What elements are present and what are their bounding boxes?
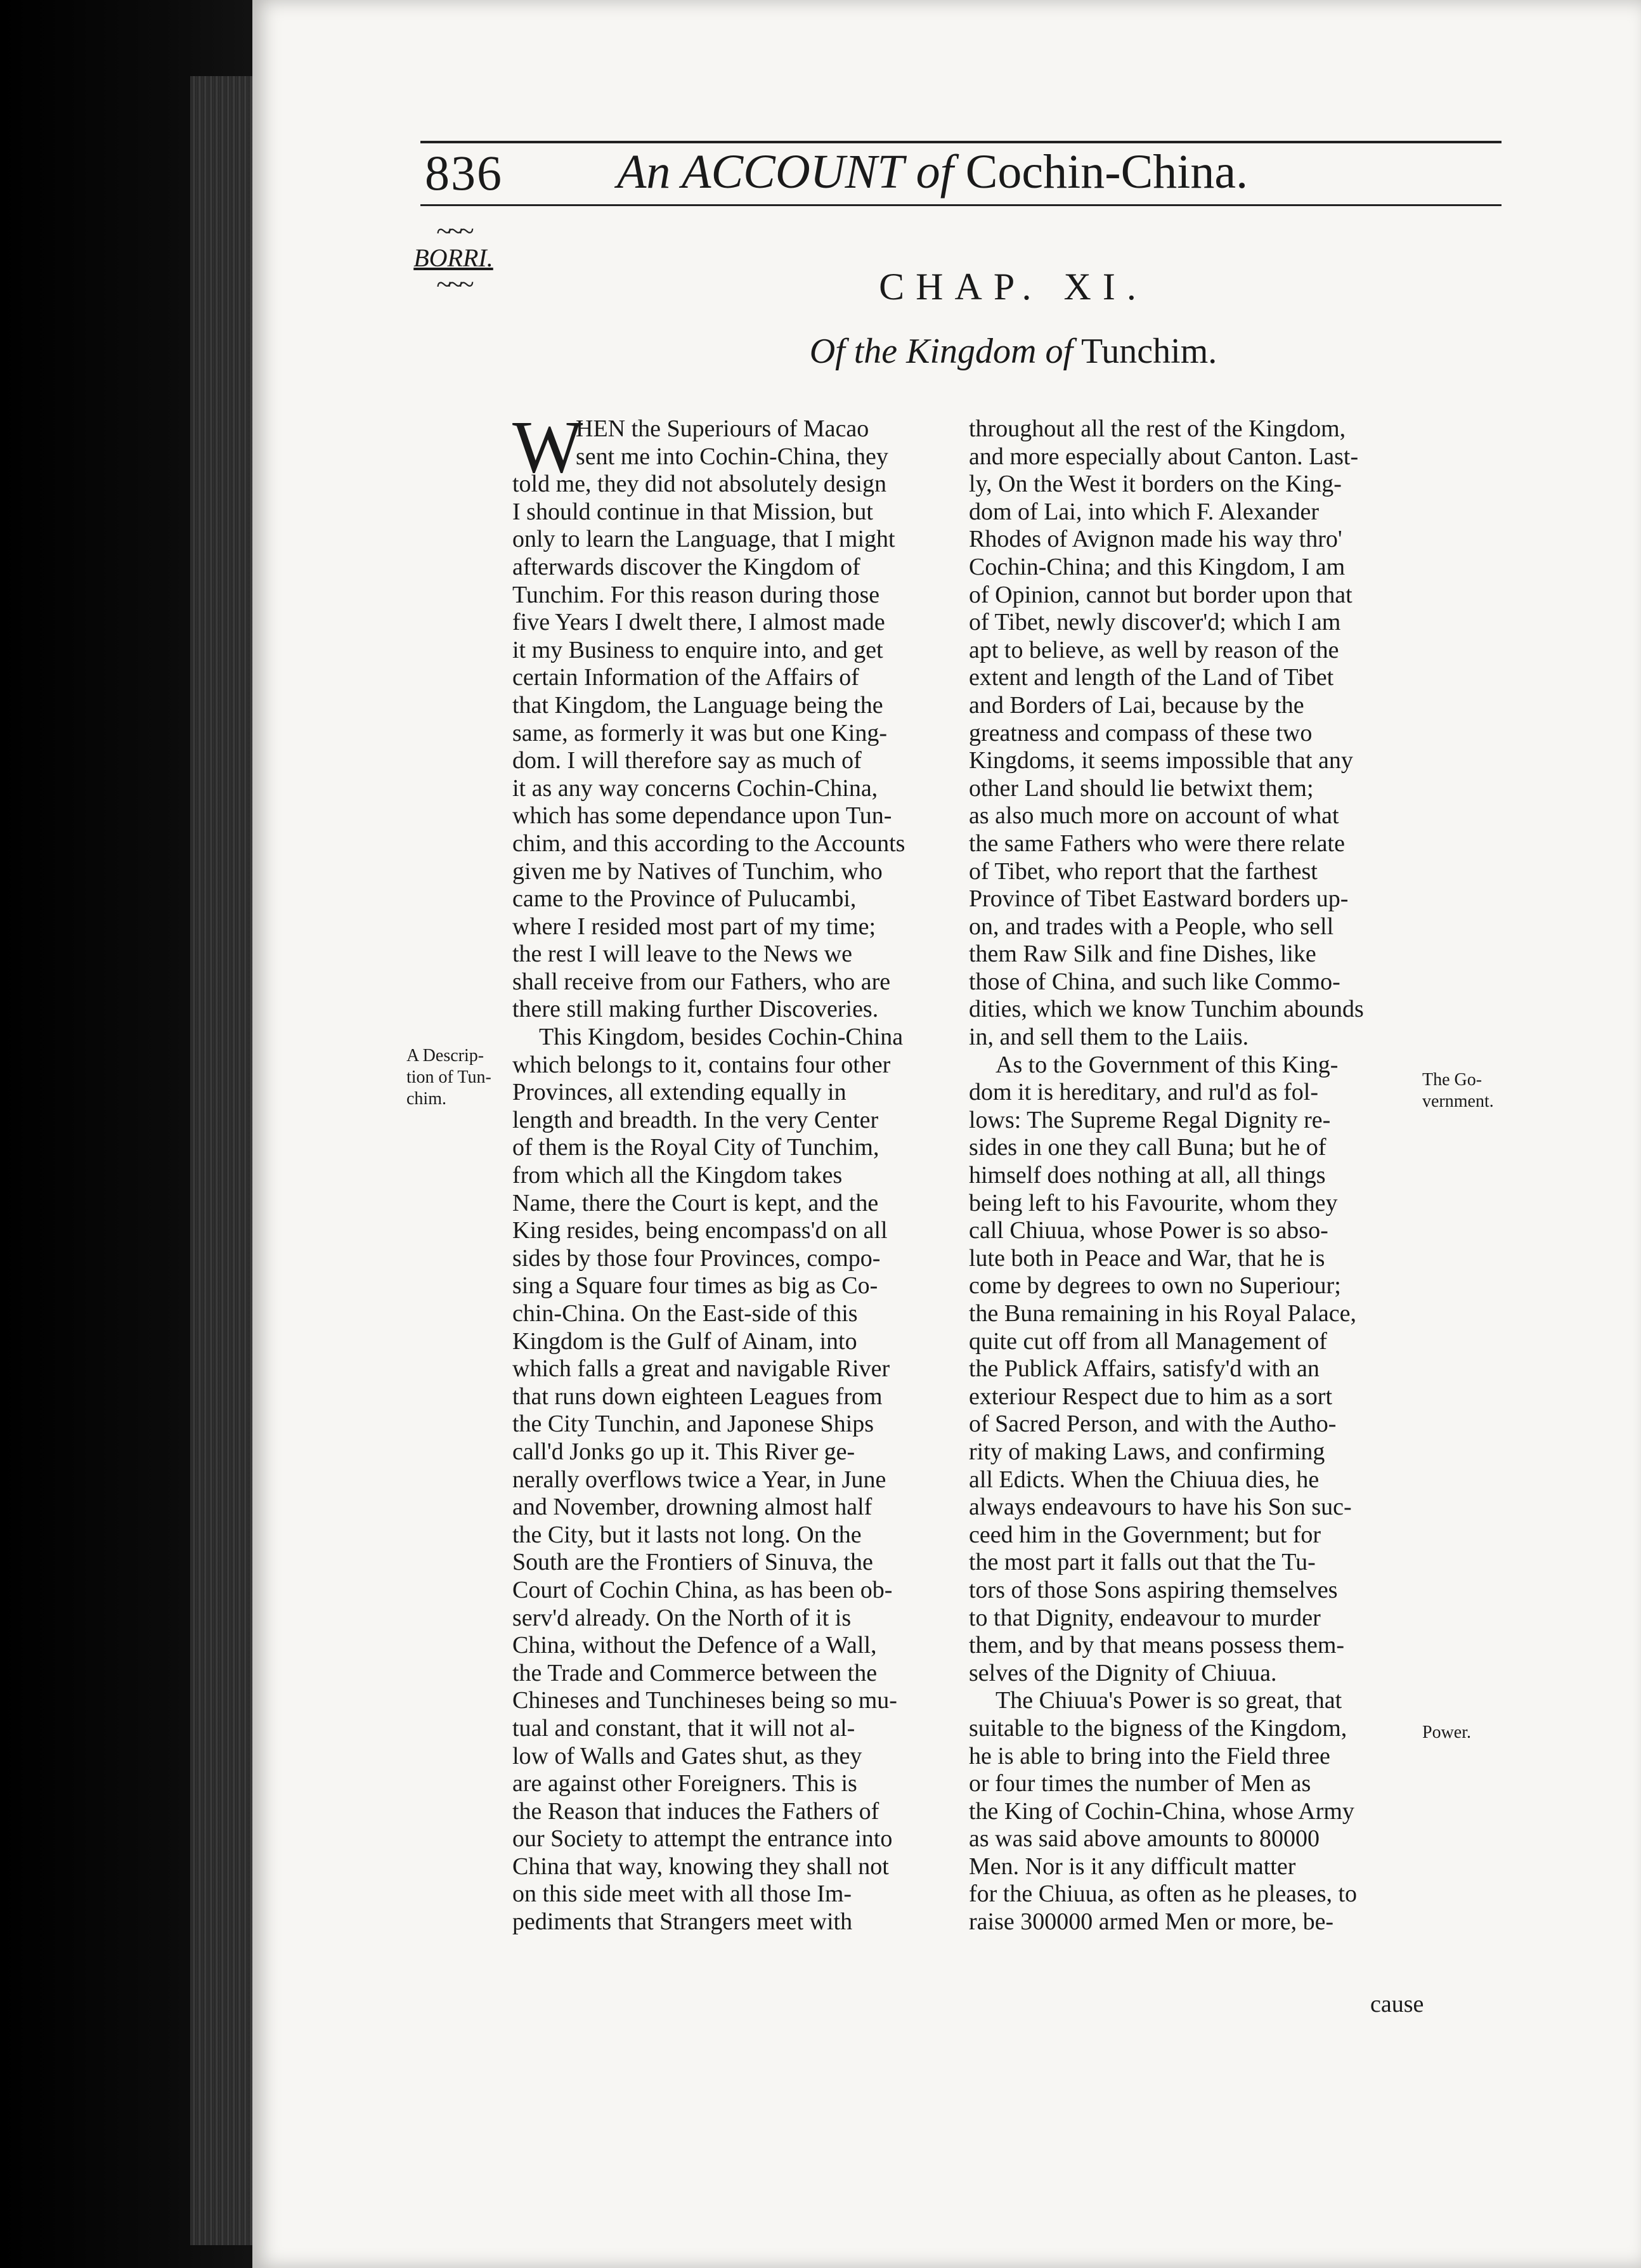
page-number: 836 — [425, 145, 503, 200]
text-line: Men. Nor is it any difficult matter — [969, 1853, 1296, 1880]
text-line: there still making further Discoveries. — [512, 996, 879, 1023]
text-line: of them is the Royal City of Tunchim, — [512, 1134, 879, 1161]
text-line: extent and length of the Land of Tibet — [969, 664, 1334, 691]
running-head-part-b: Cochin-China. — [965, 145, 1249, 199]
text-line: sing a Square four times as big as Co- — [512, 1272, 878, 1300]
text-line: King resides, being encompass'd on all — [512, 1217, 888, 1244]
text-line: as also much more on account of what — [969, 802, 1339, 830]
text-line: China that way, knowing they shall not — [512, 1853, 889, 1880]
text-line: selves of the Dignity of Chiuua. — [969, 1659, 1277, 1686]
text-line: raise 300000 armed Men or more, be- — [969, 1908, 1334, 1936]
text-line: it my Business to enquire into, and get — [512, 636, 883, 663]
text-line: for the Chiuua, as often as he pleases, to — [969, 1880, 1358, 1908]
text-line: of Sacred Person, and with the Autho- — [969, 1411, 1337, 1438]
text-line: the rest I will leave to the News we — [512, 941, 853, 968]
text-line: are against other Foreigners. This is — [512, 1770, 857, 1797]
text-line: apt to believe, as well by reason of the — [969, 636, 1339, 663]
text-line: low of Walls and Gates shut, as they — [512, 1742, 862, 1769]
text-line: of Tibet, newly discover'd; which I am — [969, 609, 1341, 636]
text-line: in, and sell them to the Laiis. — [969, 1024, 1249, 1051]
text-line: Kingdom is the Gulf of Ainam, into — [512, 1327, 857, 1355]
ornament-wave-top: ~~~ — [436, 216, 470, 247]
drop-cap: W — [512, 405, 583, 488]
text-line: serv'd already. On the North of it is — [512, 1604, 852, 1631]
text-line: told me, they did not absolutely design — [512, 471, 886, 498]
author-tag — [406, 216, 501, 300]
text-line: afterwards discover the Kingdom of — [512, 553, 860, 580]
margin-note-government — [1422, 1069, 1494, 1112]
text-line: to that Dignity, endeavour to murder — [969, 1604, 1321, 1631]
text-line: ceed him in the Government; but for — [969, 1521, 1321, 1548]
text-line: our Society to attempt the entrance into — [512, 1825, 893, 1853]
text-line: the Trade and Commerce between the — [512, 1659, 878, 1686]
text-line: rity of making Laws, and confirming — [969, 1438, 1325, 1465]
text-line: The Chiuua's Power is so great, that — [996, 1687, 1342, 1714]
text-line: certain Information of the Affairs of — [512, 664, 859, 691]
text-line: greatness and compass of these two — [969, 719, 1313, 746]
margin-note-line: chim. — [406, 1089, 446, 1109]
chapter-subtitle — [696, 331, 1330, 372]
header-rule-bottom — [420, 204, 1502, 206]
text-line: same, as formerly it was but one King- — [512, 719, 887, 746]
text-line: sides by those four Provinces, compo- — [512, 1244, 881, 1272]
text-line: which has some dependance upon Tun- — [512, 802, 892, 830]
text-line: sent me into Cochin-China, they — [576, 443, 888, 470]
text-line: from which all the Kingdom takes — [512, 1162, 843, 1189]
text-line: I should continue in that Mission, but — [512, 498, 873, 525]
text-line: Chineses and Tunchineses being so mu- — [512, 1687, 897, 1714]
text-line: the City Tunchin, and Japonese Ships — [512, 1411, 874, 1438]
text-line: of Tibet, who report that the farthest — [969, 857, 1318, 885]
text-line: Province of Tibet Eastward borders up- — [969, 885, 1349, 913]
text-line: and Borders of Lai, because by the — [969, 691, 1304, 719]
margin-note-line: tion of Tun- — [406, 1067, 491, 1087]
header-rule-top — [420, 141, 1502, 143]
text-line: shall receive from our Fathers, who are — [512, 968, 891, 995]
text-line: it as any way concerns Cochin-China, — [512, 774, 878, 802]
text-line: lows: The Supreme Regal Dignity re- — [969, 1106, 1331, 1133]
text-line: the King of Cochin-China, whose Army — [969, 1797, 1354, 1825]
text-line: that Kingdom, the Language being the — [512, 691, 883, 719]
text-line: lute both in Peace and War, that he is — [969, 1244, 1325, 1272]
text-line: quite cut off from all Management of — [969, 1327, 1327, 1355]
text-line: and more especially about Canton. Last- — [969, 443, 1359, 470]
text-line: dom. I will therefore say as much of — [512, 747, 862, 774]
text-line: the Buna remaining in his Royal Palace, — [969, 1300, 1357, 1327]
margin-note-line: Power. — [1422, 1723, 1471, 1742]
text-line: call'd Jonks go up it. This River ge- — [512, 1438, 855, 1465]
text-line: only to learn the Language, that I might — [512, 526, 895, 553]
text-line: throughout all the rest of the Kingdom, — [969, 415, 1346, 442]
text-line: Tunchim. For this reason during those — [512, 581, 880, 608]
running-head-part-a: An ACCOUNT — [617, 145, 904, 199]
text-line: length and breadth. In the very Center — [512, 1106, 879, 1133]
text-line: dom of Lai, into which F. Alexander — [969, 498, 1320, 525]
text-line: As to the Government of this King- — [996, 1051, 1339, 1078]
ornament-wave-bottom: ~~~ — [436, 269, 470, 300]
chapter-title: CHAP. XI. — [879, 266, 1148, 308]
text-line: of Opinion, cannot but border upon that — [969, 581, 1352, 608]
text-line: Name, there the Court is kept, and the — [512, 1189, 879, 1216]
text-line: the City, but it lasts not long. On the — [512, 1521, 862, 1548]
text-line: tors of those Sons aspiring themselves — [969, 1576, 1338, 1603]
book-page — [252, 0, 1641, 2268]
text-line: where I resided most part of my time; — [512, 913, 876, 940]
margin-note-power — [1422, 1722, 1471, 1743]
text-line: Cochin-China; and this Kingdom, I am — [969, 553, 1346, 580]
running-head — [617, 145, 1248, 200]
text-line: always endeavours to have his Son suc- — [969, 1494, 1352, 1521]
margin-note-line: The Go- — [1422, 1070, 1482, 1090]
text-line: he is able to bring into the Field three — [969, 1742, 1330, 1769]
text-line: tual and constant, that it will not al- — [512, 1714, 855, 1742]
author-name: BORRI. — [413, 244, 493, 272]
chapter-subtitle-b: Tunchim. — [1081, 332, 1217, 371]
text-line: the Reason that induces the Fathers of — [512, 1797, 879, 1825]
text-line: them, and by that means possess them- — [969, 1632, 1345, 1659]
text-line: come by degrees to own no Superiour; — [969, 1272, 1341, 1300]
running-head-of: of — [916, 145, 954, 199]
text-line: South are the Frontiers of Sinuva, the — [512, 1549, 873, 1576]
text-line: that runs down eighteen Leagues from — [512, 1383, 883, 1410]
text-line: himself does nothing at all, all things — [969, 1162, 1326, 1189]
chapter-subtitle-a: Of the Kingdom of — [809, 332, 1073, 371]
text-line: dities, which we know Tunchim abounds — [969, 996, 1364, 1023]
margin-note-description — [406, 1045, 491, 1110]
text-line: Court of Cochin China, as has been ob- — [512, 1576, 893, 1603]
text-line: This Kingdom, besides Cochin-China — [539, 1024, 904, 1051]
text-column-right — [969, 415, 1419, 1936]
text-line: came to the Province of Pulucambi, — [512, 885, 857, 913]
margin-note-line: vernment. — [1422, 1092, 1494, 1111]
text-line: Kingdoms, it seems impossible that any — [969, 747, 1353, 774]
text-line: call Chiuua, whose Power is so abso- — [969, 1217, 1328, 1244]
text-line: suitable to the bigness of the Kingdom, — [969, 1714, 1347, 1742]
text-line: ly, On the West it borders on the King- — [969, 471, 1342, 498]
text-line: all Edicts. When the Chiuua dies, he — [969, 1466, 1320, 1493]
text-line: nerally overflows twice a Year, in June — [512, 1466, 886, 1493]
text-line: or four times the number of Men as — [969, 1770, 1311, 1797]
text-line: Provinces, all extending equally in — [512, 1079, 846, 1106]
text-line: China, without the Defence of a Wall, — [512, 1632, 877, 1659]
text-line: sides in one they call Buna; but he of — [969, 1134, 1326, 1161]
text-line: the Publick Affairs, satisfy'd with an — [969, 1355, 1320, 1383]
text-line: chim, and this according to the Accounts — [512, 830, 905, 857]
text-line: five Years I dwelt there, I almost made — [512, 609, 885, 636]
text-line: being left to his Favourite, whom they — [969, 1189, 1338, 1216]
text-line: as was said above amounts to 80000 — [969, 1825, 1320, 1853]
text-line: dom it is hereditary, and rul'd as fol- — [969, 1079, 1319, 1106]
text-line: which belongs to it, contains four other — [512, 1051, 891, 1078]
text-line: those of China, and such like Commo- — [969, 968, 1340, 995]
catchword: cause — [1370, 1991, 1424, 2017]
text-line: pediments that Strangers meet with — [512, 1908, 853, 1936]
text-line: and November, drowning almost half — [512, 1494, 872, 1521]
text-line: them Raw Silk and fine Dishes, like — [969, 941, 1316, 968]
text-line: Rhodes of Avignon made his way thro' — [969, 526, 1342, 553]
text-line: exteriour Respect due to him as a sort — [969, 1383, 1333, 1410]
text-line: on this side meet with all those Im- — [512, 1880, 852, 1908]
text-line: which falls a great and navigable River — [512, 1355, 890, 1383]
margin-note-line: A Descrip- — [406, 1046, 484, 1066]
text-line: given me by Natives of Tunchim, who — [512, 857, 883, 885]
text-column-left — [512, 405, 963, 1936]
text-line: on, and trades with a People, who sell — [969, 913, 1334, 940]
text-line: the same Fathers who were there relate — [969, 830, 1345, 857]
text-line: chin-China. On the East-side of this — [512, 1300, 858, 1327]
text-line: other Land should lie betwixt them; — [969, 774, 1314, 802]
text-line: HEN the Superiours of Macao — [576, 415, 869, 442]
text-line: the most part it falls out that the Tu- — [969, 1549, 1316, 1576]
